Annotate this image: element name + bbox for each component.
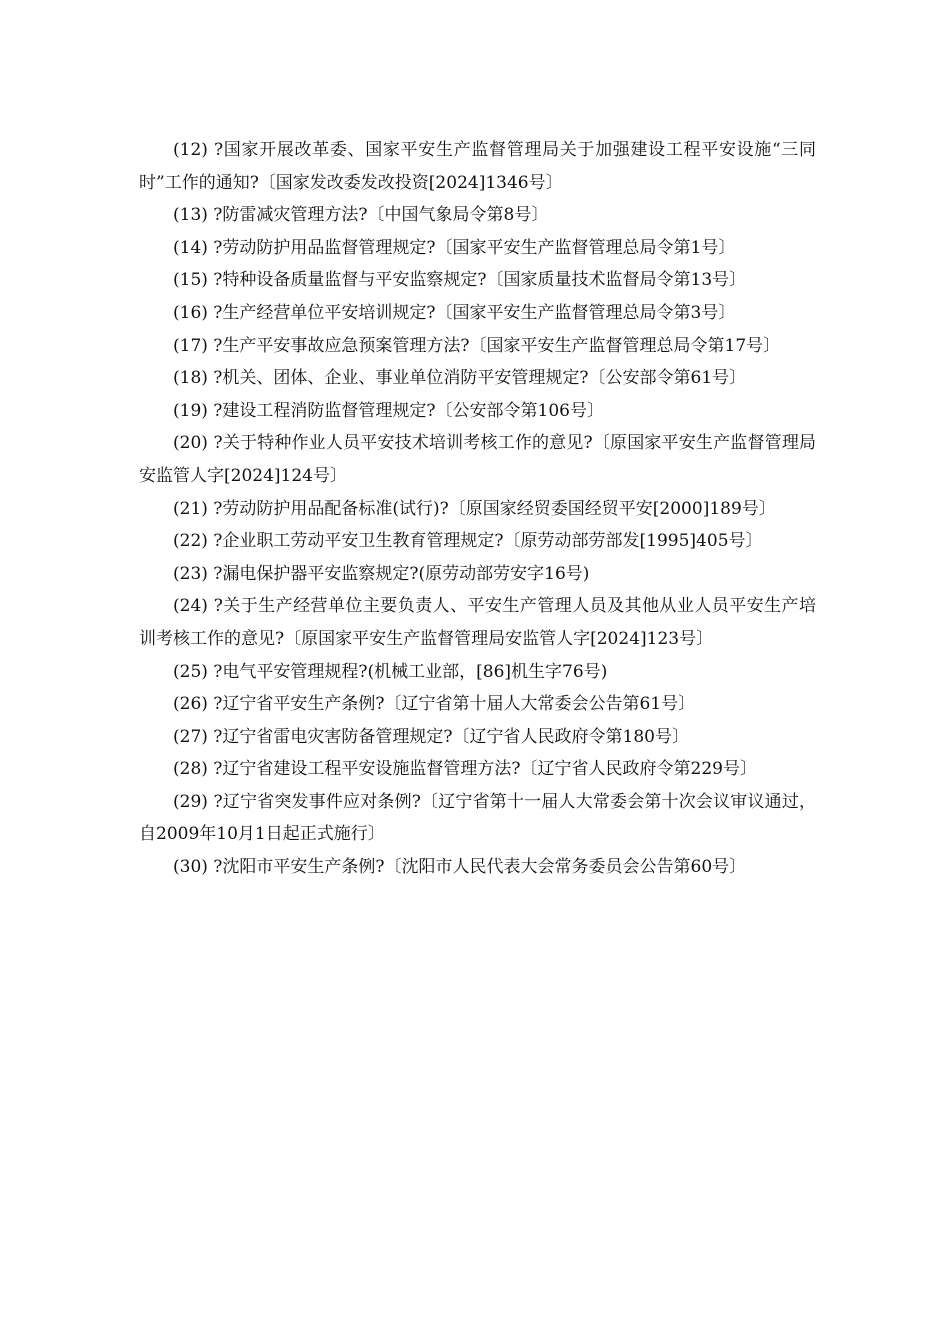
list-item: (19) ?建设工程消防监督管理规定?〔公安部令第106号〕	[173, 400, 604, 421]
list-item: (24) ?关于生产经营单位主要负责人、平安生产管理人员及其他从业人员平安生产培训考核工作的意见?〔原国家平安生产监督管理局安监管人字[2024]123号〕	[139, 596, 816, 649]
list-item: (30) ?沈阳市平安生产条例?〔沈阳市人民代表大会常务委员会公告第60号〕	[173, 857, 747, 878]
list-item: (15) ?特种设备质量监督与平安监察规定?〔国家质量技术监督局令第13号〕	[173, 270, 747, 291]
list-item: (21) ?劳动防护用品配备标准(试行)?〔原国家经贸委国经贸平安[2000]189号〕	[173, 498, 776, 519]
list-item: (27) ?辽宁省雷电灾害防备管理规定?〔辽宁省人民政府令第180号〕	[173, 726, 689, 747]
list-item: (26) ?辽宁省平安生产条例?〔辽宁省第十届人大常委会公告第61号〕	[173, 694, 696, 715]
list-item: (17) ?生产平安事故应急预案管理方法?〔国家平安生产监督管理总局令第17号〕	[173, 335, 781, 356]
list-item: (13) ?防雷减灾管理方法?〔中国气象局令第8号〕	[173, 205, 549, 226]
list-item: (20) ?关于特种作业人员平安技术培训考核工作的意见?〔原国家平安生产监督管理局安监管人字[2024]124号〕	[139, 433, 816, 486]
regulation-list	[139, 134, 816, 884]
list-item: (25) ?电气平安管理规程?(机械工业部，[86]机生字76号)	[173, 661, 608, 682]
list-item: (14) ?劳动防护用品监督管理规定?〔国家平安生产监督管理总局令第1号〕	[173, 237, 736, 258]
list-item: (12) ?国家开展改革委、国家平安生产监督管理局关于加强建设工程平安设施“三同时”工作的通知?〔国家发改委发改投资[2024]1346号〕	[139, 140, 816, 193]
list-item: (29) ?辽宁省突发事件应对条例?〔辽宁省第十一届人大常委会第十次会议审议通过，自2009年10月1日起正式施行〕	[139, 791, 816, 845]
list-item: (28) ?辽宁省建设工程平安设施监督管理方法?〔辽宁省人民政府令第229号〕	[173, 759, 757, 780]
list-item: (22) ?企业职工劳动平安卫生教育管理规定?〔原劳动部劳部发[1995]405号〕	[173, 531, 763, 552]
list-item: (18) ?机关、团体、企业、事业单位消防平安管理规定?〔公安部令第61号〕	[173, 368, 747, 389]
list-item: (16) ?生产经营单位平安培训规定?〔国家平安生产监督管理总局令第3号〕	[173, 302, 736, 323]
list-item: (23) ?漏电保护器平安监察规定?(原劳动部劳安字16号)	[173, 563, 590, 584]
